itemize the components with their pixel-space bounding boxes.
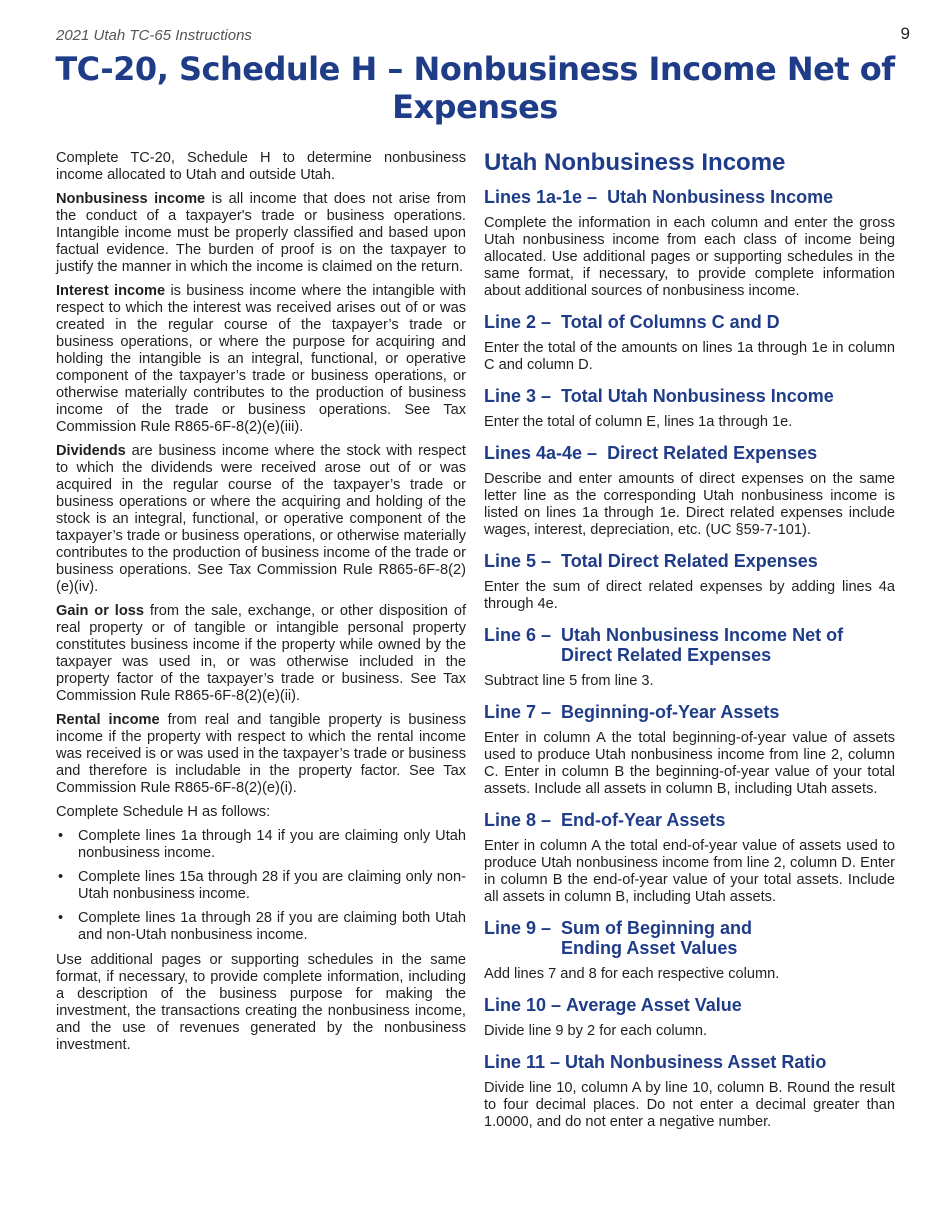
definition-term: Dividends (56, 443, 126, 459)
line-body: Divide line 9 by 2 for each column. (484, 1023, 708, 1039)
left-column (56, 150, 466, 1061)
complete-as-follows: Complete Schedule H as follows: (56, 804, 271, 820)
line-title: Utah Nonbusiness Income (607, 187, 834, 207)
line-heading (484, 443, 895, 463)
line-heading (484, 702, 895, 722)
line-title: Sum of Beginning and Ending Asset Values (561, 918, 753, 958)
line-body: Enter in column A the total beginning-of-year value of assets used to produce Utah nonbusiness income from line 2, column C. Enter in column B the beginning-of-year value of your total assets. Include all assets in column B, including Utah assets. (484, 730, 895, 797)
definition-paragraph: Gain or loss from the sale, exchange, or other disposition of real property or of tangible or intangible personal property constitutes business income if the property while owned by the taxpayer was used in, or was otherwise included in the property factor of the taxpayer’s trade or business. See Tax Commission Rule R865-6F-8(2)(e)(ii). (56, 603, 466, 704)
line-heading (484, 312, 895, 332)
right-column (484, 150, 895, 1138)
line-title: Utah Nonbusiness Asset Ratio (565, 1052, 827, 1072)
line-heading (484, 918, 895, 958)
line-number: Line 9 – (484, 918, 562, 938)
page-number: 9 (900, 24, 910, 43)
line-body: Divide line 10, column A by line 10, column B. Round the result to four decimal places. Do not enter a decimal greater than 1.0000, and do not enter a negative number. (484, 1080, 895, 1130)
line-body: Subtract line 5 from line 3. (484, 673, 654, 689)
instruction-list (56, 828, 466, 944)
line-number: Line 10 – (484, 995, 567, 1015)
line-heading (484, 551, 895, 571)
page-title: TC-20, Schedule H – Nonbusiness Income Net of Expenses (55, 50, 895, 126)
line-body: Add lines 7 and 8 for each respective column. (484, 966, 780, 982)
closing-paragraph: Use additional pages or supporting schedules in the same format, if necessary, to provide complete information, including a description of the business purpose for making the investment, the transactions creating the nonbusiness income, and the use of revenues generated by the nonbusiness investment. (56, 952, 466, 1053)
line-number: Lines 4a-4e – (484, 443, 608, 463)
line-title: End-of-Year Assets (561, 810, 726, 830)
line-heading (484, 810, 895, 830)
line-heading (484, 625, 895, 665)
document-header: 2021 Utah TC-65 Instructions (56, 27, 252, 44)
line-title: Average Asset Value (566, 995, 742, 1015)
line-body: Complete the information in each column and enter the gross Utah nonbusiness income from each class of income being allocated. Use additional pages or supporting schedules in the same format, if necessary, to provide complete information about additional sources of nonbusiness income. (484, 215, 895, 299)
list-item: • Complete lines 15a through 28 if you are claiming only non-Utah nonbusiness income. (56, 869, 466, 903)
section-heading: Utah Nonbusiness Income (484, 149, 786, 176)
line-heading (484, 187, 895, 207)
line-heading (484, 1052, 895, 1072)
line-title: Total Direct Related Expenses (561, 551, 818, 571)
definition-paragraph: Nonbusiness income is all income that does not arise from the conduct of a taxpayer's trade or business operations. Intangible income must be properly classified and based upon factual evidence. The burden of proof is on the taxpayer to justify the manner in which the income is claimed on the return. (56, 191, 466, 275)
definition-paragraph: Rental income from real and tangible property is business income if the property with respect to which the rental income was received is or was used in the taxpayer’s trade or business and therefore is includable in the property factor. See Tax Commission Rule R865-6F-8(2)(e)(i). (56, 712, 466, 796)
line-title: Total Utah Nonbusiness Income (561, 386, 834, 406)
line-number: Line 7 – (484, 702, 562, 722)
definition-term: Nonbusiness income (56, 191, 206, 207)
line-body: Enter the sum of direct related expenses by adding lines 4a through 4e. (484, 579, 895, 612)
line-number: Line 8 – (484, 810, 562, 830)
line-number: Lines 1a-1e – (484, 187, 608, 207)
line-number: Line 6 – (484, 625, 562, 645)
list-item: • Complete lines 1a through 14 if you are claiming only Utah nonbusiness income. (56, 828, 466, 862)
line-title: Total of Columns C and D (561, 312, 780, 332)
definition-term: Gain or loss (56, 603, 144, 619)
definition-term: Rental income (56, 712, 160, 728)
line-title: Beginning-of-Year Assets (561, 702, 780, 722)
line-body: Enter the total of the amounts on lines 1a through 1e in column C and column D. (484, 340, 895, 373)
line-number: Line 3 – (484, 386, 562, 406)
definition-paragraph: Interest income is business income where the intangible with respect to which the interest was received arises out of or was created in the regular course of the taxpayer’s trade or business operations, or where the purpose for acquiring and holding the intangible is an integral, functional, or operative component of the taxpayer’s trade or business operations, or otherwise materially contributes to the production of business income of the trade or business operations. See Tax Commission Rule R865-6F-8(2)(e)(iii). (56, 283, 466, 435)
line-number: Line 11 – (484, 1052, 566, 1072)
line-number: Line 5 – (484, 551, 562, 571)
line-number: Line 2 – (484, 312, 562, 332)
line-body: Enter the total of column E, lines 1a through 1e. (484, 414, 793, 430)
line-title: Utah Nonbusiness Income Net of Direct Related Expenses (561, 625, 844, 665)
line-title: Direct Related Expenses (607, 443, 818, 463)
list-item: • Complete lines 1a through 28 if you are claiming both Utah and non-Utah nonbusiness income. (56, 910, 466, 944)
line-body: Describe and enter amounts of direct expenses on the same letter line as the corresponding Utah nonbusiness income is listed on lines 1a through 1e. Direct related expenses include wages, interest, depreciation, etc. (UC §59-7-101). (484, 471, 895, 538)
definition-term: Interest income (56, 283, 166, 299)
intro-paragraph: Complete TC-20, Schedule H to determine nonbusiness income allocated to Utah and outside Utah. (56, 150, 466, 183)
line-heading (484, 386, 895, 406)
definition-paragraph: Dividends are business income where the stock with respect to which the dividends were received arose out of or was acquired in the regular course of the taxpayer’s trade or business operations or where the acquiring and holding of the stock is an integral, functional, or operative component of the taxpayer’s trade or business operations, or otherwise materially contributes to the production of business income of the trade or business operations. See Tax Commission Rule R865-6F-8(2)(e)(iv). (56, 443, 466, 595)
line-heading (484, 995, 895, 1015)
line-body: Enter in column A the total end-of-year value of assets used to produce Utah nonbusiness income from line 2, column D. Enter in column B the end-of-year value of your total assets. Include all assets in column B, including Utah assets. (484, 838, 895, 905)
